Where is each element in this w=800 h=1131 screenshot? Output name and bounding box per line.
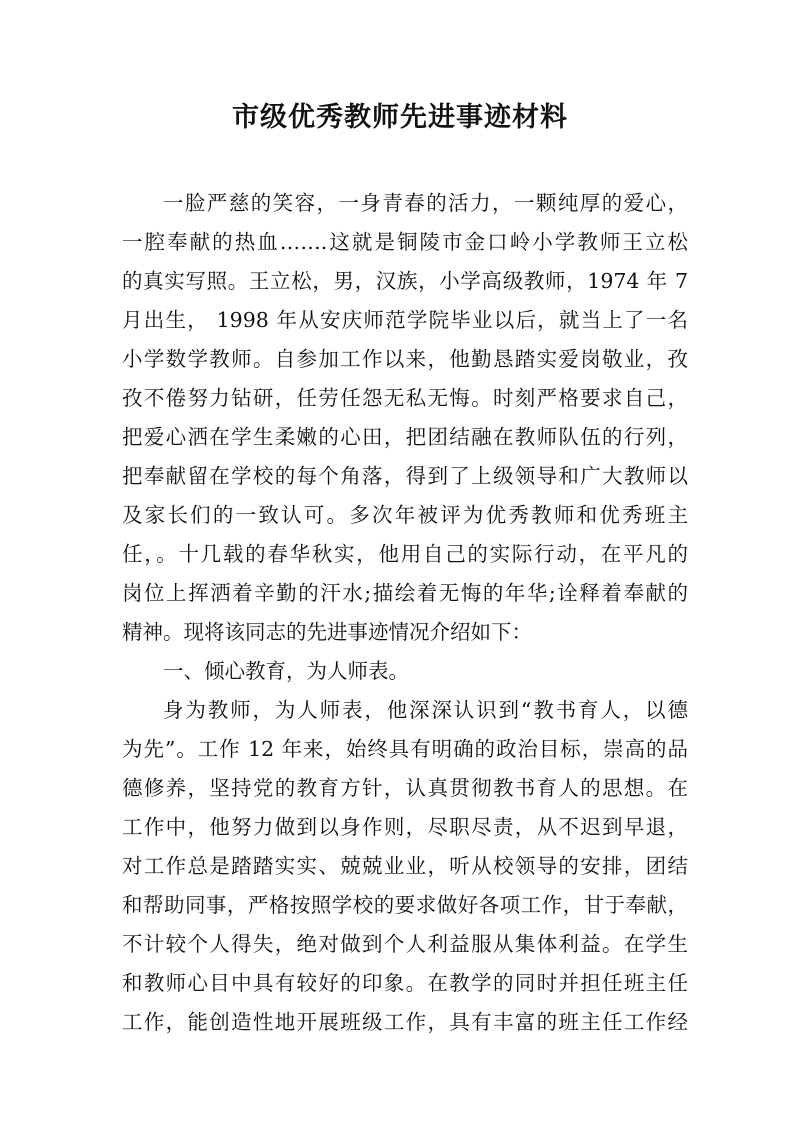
paragraph-line: 岗位上挥洒着辛勤的汗水;描绘着无悔的年华;诠释着奉献的 <box>122 581 688 605</box>
paragraph-line: 把奉献留在学校的每个角落，得到了上级领导和广大教师以 <box>122 464 688 488</box>
paragraph-line: 孜不倦努力钻研，任劳任怨无私无悔。时刻严格要求自己， <box>122 386 688 410</box>
paragraph-line: 不计较个人得失，绝对做到个人利益服从集体利益。在学生 <box>122 932 688 956</box>
paragraph-line: 工作中，他努力做到以身作则，尽职尽责，从不迟到早退， <box>122 815 688 839</box>
paragraph-line: 和帮助同事，严格按照学校的要求做好各项工作，甘于奉献， <box>122 893 688 917</box>
paragraph-line: 和教师心目中具有较好的印象。在教学的同时并担任班主任 <box>122 971 688 995</box>
section-heading: 一、倾心教育，为人师表。 <box>163 659 409 683</box>
paragraph-line: 及家长们的一致认可。多次年被评为优秀教师和优秀班主 <box>122 503 688 527</box>
paragraph-line: 对工作总是踏踏实实、兢兢业业，听从校领导的安排，团结 <box>122 854 688 878</box>
paragraph-line: 一腔奉献的热血…….这就是铜陵市金口岭小学教师王立松 <box>122 230 688 254</box>
paragraph-line: 的真实写照。王立松，男，汉族，小学高级教师，1974 年 7 <box>122 269 688 293</box>
paragraph-line: 精神。现将该同志的先进事迹情况介绍如下： <box>122 620 532 644</box>
paragraph-line: 把爱心洒在学生柔嫩的心田，把团结融在教师队伍的行列， <box>122 425 688 449</box>
paragraph-line: 小学数学教师。自参加工作以来，他勤恳踏实爱岗敬业，孜 <box>122 347 688 371</box>
paragraph-line: 身为教师，为人师表，他深深认识到“教书育人，以德 <box>163 698 688 722</box>
paragraph-line: 一脸严慈的笑容，一身青春的活力，一颗纯厚的爱心， <box>163 191 688 215</box>
paragraph-line: 任，。十几载的春华秋实，他用自己的实际行动，在平凡的 <box>122 542 688 566</box>
paragraph-line: 德修养，坚持党的教育方针，认真贯彻教书育人的思想。在 <box>122 776 688 800</box>
paragraph-line: 工作，能创造性地开展班级工作，具有丰富的班主任工作经 <box>122 1010 688 1034</box>
paragraph-line: 月出生， 1998 年从安庆师范学院毕业以后，就当上了一名 <box>122 308 688 332</box>
paragraph-line: 为先”。工作 12 年来，始终具有明确的政治目标，崇高的品 <box>122 737 688 761</box>
document-title: 市级优秀教师先进事迹材料 <box>232 102 568 133</box>
